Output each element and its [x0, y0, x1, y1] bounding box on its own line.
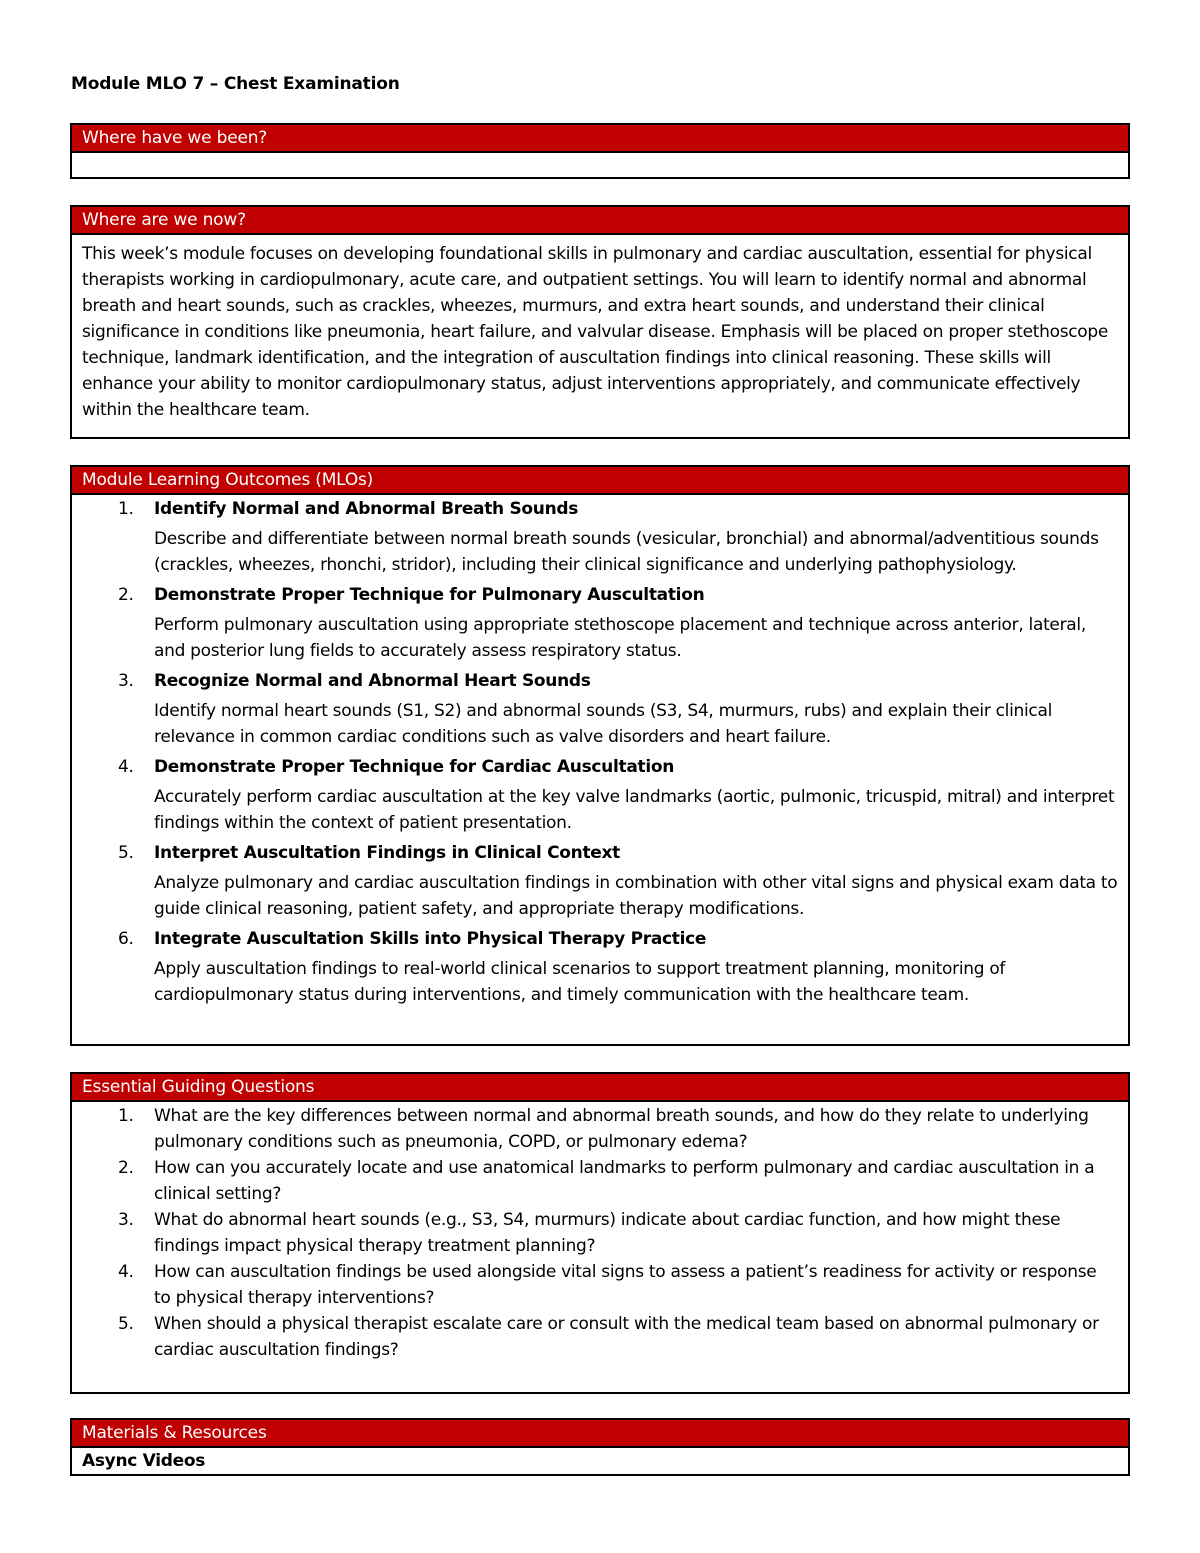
section-header: Materials & Resources	[72, 1420, 1128, 1448]
section-header: Module Learning Outcomes (MLOs)	[72, 467, 1128, 495]
list-number: 6.	[118, 929, 134, 949]
mlo-section	[70, 465, 1130, 1046]
mlo-title: Interpret Auscultation Findings in Clinical Context	[154, 843, 620, 863]
list-number: 4.	[118, 1262, 134, 1282]
list-item	[82, 1155, 1118, 1207]
list-item	[82, 926, 1118, 1012]
question-text: When should a physical therapist escalate care or consult with the medical team based on abnormal pulmonary or cardiac auscultation findings?	[154, 1314, 1099, 1360]
section-body-text: This week’s module focuses on developing foundational skills in pulmonary and cardiac auscultation, essential for physical therapists working in cardiopulmonary, acute care, and outpatient settings. You will learn to identify normal and abnormal breath and heart sounds, such as crackles, wheezes, murmurs, and extra heart sounds, and understand their clinical significance in conditions like pneumonia, heart failure, and valvular disease. Emphasis will be placed on proper stethoscope technique, landmark identification, and the integration of auscultation findings into clinical reasoning. These skills will enhance your ability to monitor cardiopulmonary status, adjust interventions appropriately, and communicate effectively within the healthcare team.	[82, 244, 1109, 420]
list-number: 3.	[118, 671, 134, 691]
list-item	[82, 1311, 1118, 1363]
mlo-title: Integrate Auscultation Skills into Physical Therapy Practice	[154, 929, 707, 949]
list-number: 5.	[118, 1314, 134, 1334]
mlo-description: Perform pulmonary auscultation using appropriate stethoscope placement and technique across anterior, lateral, and posterior lung fields to accurately assess respiratory status.	[154, 615, 1086, 661]
list-number: 5.	[118, 843, 134, 863]
question-text: How can you accurately locate and use anatomical landmarks to perform pulmonary and cardiac auscultation in a clinical setting?	[154, 1158, 1095, 1204]
list-item	[82, 840, 1118, 926]
list-item	[82, 1103, 1118, 1155]
section-header: Where are we now?	[72, 207, 1128, 235]
async-videos-heading: Async Videos	[82, 1451, 206, 1471]
question-text: What are the key differences between normal and abnormal breath sounds, and how do they relate to underlying pulmonary conditions such as pneumonia, COPD, or pulmonary edema?	[154, 1106, 1089, 1152]
list-number: 4.	[118, 757, 134, 777]
mlo-description: Apply auscultation findings to real-world clinical scenarios to support treatment planning, monitoring of cardiopulmonary status during interventions, and timely communication with the healthcare team.	[154, 959, 1006, 1005]
where-are-we-now-section	[70, 205, 1130, 439]
mlo-description: Identify normal heart sounds (S1, S2) and abnormal sounds (S3, S4, murmurs, rubs) and explain their clinical relevance in common cardiac conditions such as valve disorders and heart failure.	[154, 701, 1052, 747]
mlo-title: Identify Normal and Abnormal Breath Sounds	[154, 499, 579, 519]
guiding-questions-section	[70, 1072, 1130, 1394]
mlo-title: Demonstrate Proper Technique for Cardiac Auscultation	[154, 757, 675, 777]
where-have-we-been-section	[70, 123, 1130, 179]
mlo-description: Describe and differentiate between normal breath sounds (vesicular, bronchial) and abnormal/adventitious sounds (crackles, wheezes, rhonchi, stridor), including their clinical significance and underlying pathophysiology.	[154, 529, 1099, 575]
list-item	[82, 1207, 1118, 1259]
list-number: 1.	[118, 499, 134, 519]
question-text: How can auscultation findings be used alongside vital signs to assess a patient’s readiness for activity or response to physical therapy interventions?	[154, 1262, 1097, 1308]
list-item	[82, 582, 1118, 668]
list-item	[82, 668, 1118, 754]
question-text: What do abnormal heart sounds (e.g., S3, S4, murmurs) indicate about cardiac function, and how might these findings impact physical therapy treatment planning?	[154, 1210, 1061, 1256]
list-item	[82, 496, 1118, 582]
list-item	[82, 754, 1118, 840]
list-number: 2.	[118, 1158, 134, 1178]
list-number: 3.	[118, 1210, 134, 1230]
mlo-list	[72, 495, 1128, 1012]
page-title: Module MLO 7 – Chest Examination	[71, 74, 400, 94]
list-item	[82, 1259, 1118, 1311]
mlo-description: Accurately perform cardiac auscultation at the key valve landmarks (aortic, pulmonic, tricuspid, mitral) and interpret findings within the context of patient presentation.	[154, 787, 1115, 833]
section-header: Essential Guiding Questions	[72, 1074, 1128, 1102]
mlo-title: Demonstrate Proper Technique for Pulmonary Auscultation	[154, 585, 705, 605]
mlo-title: Recognize Normal and Abnormal Heart Sounds	[154, 671, 591, 691]
list-number: 2.	[118, 585, 134, 605]
mlo-description: Analyze pulmonary and cardiac auscultation findings in combination with other vital signs and physical exam data to guide clinical reasoning, patient safety, and appropriate therapy modifications.	[154, 873, 1118, 919]
materials-section	[70, 1418, 1130, 1476]
section-header: Where have we been?	[72, 125, 1128, 153]
questions-list	[72, 1102, 1128, 1363]
list-number: 1.	[118, 1106, 134, 1126]
